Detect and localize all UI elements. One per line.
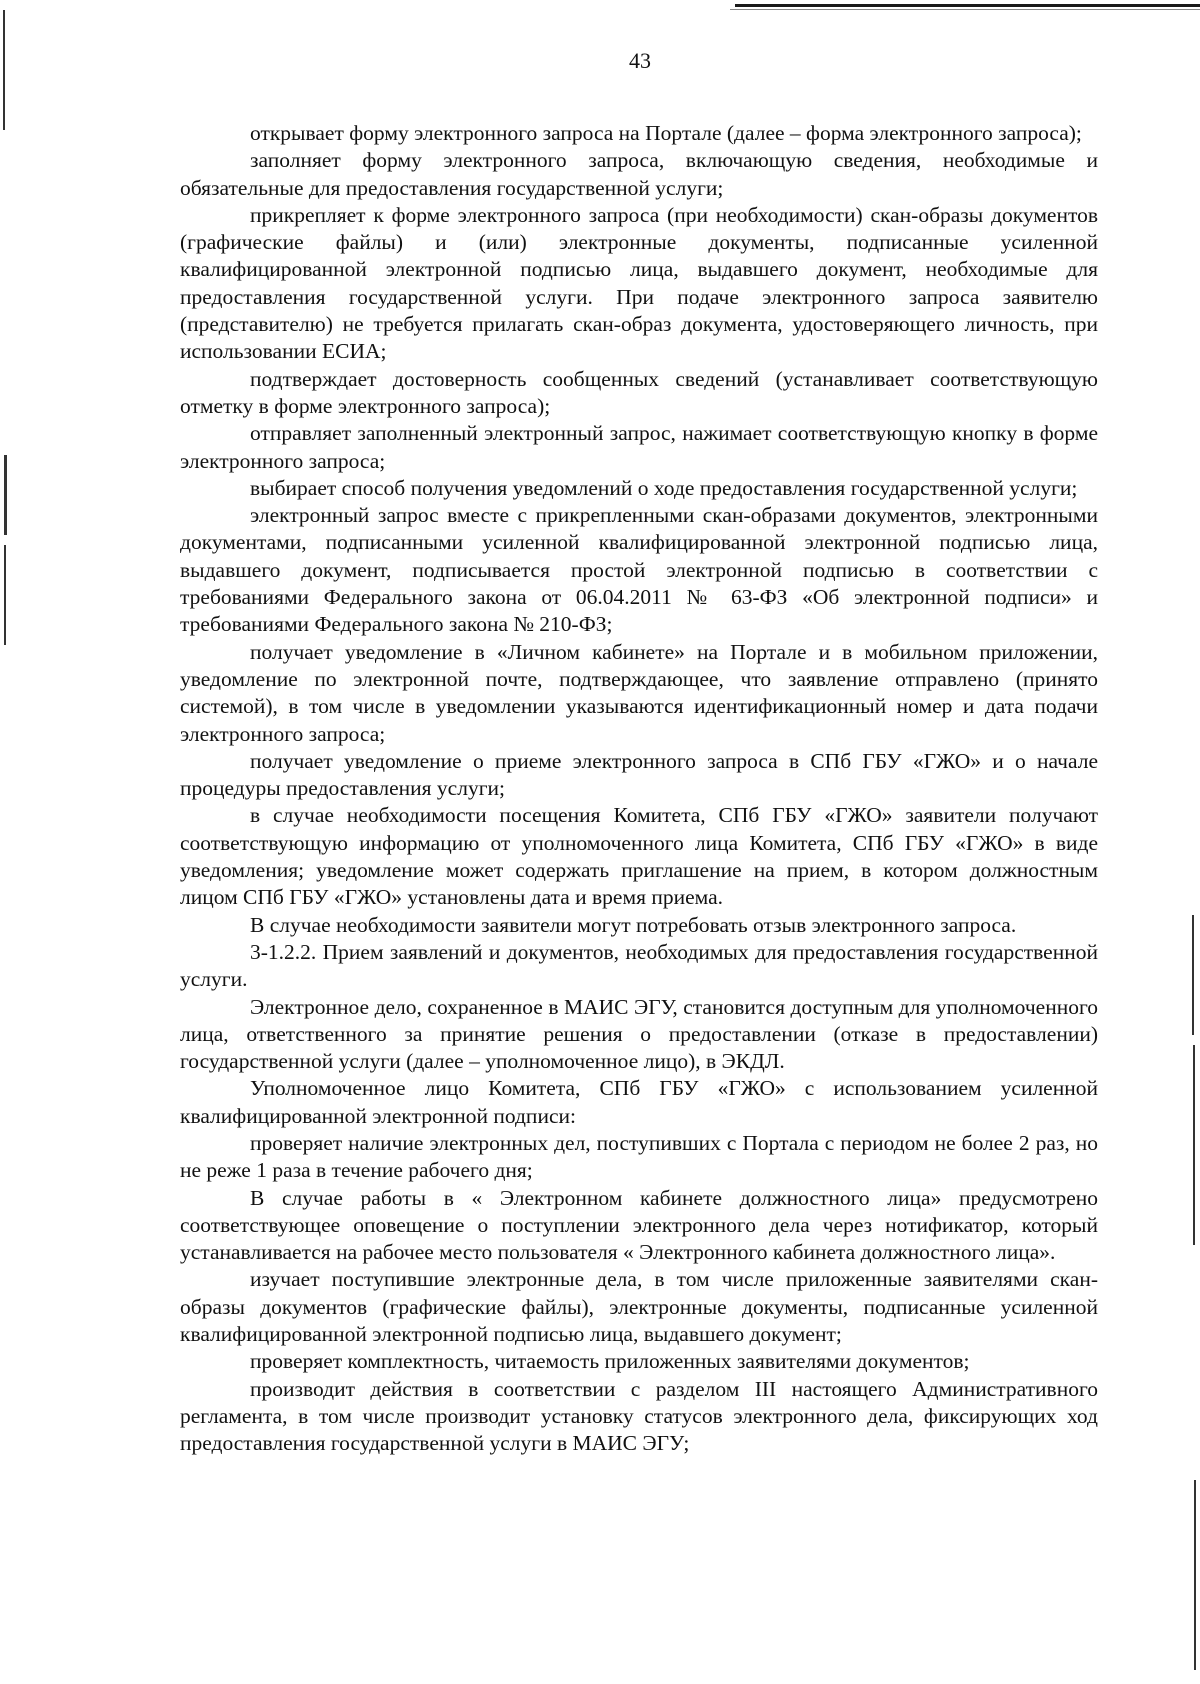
paragraph-visit-required: в случае необходимости посещения Комитета, СПб ГБУ «ГЖО» заявители получают соответствующую информацию от уполномоченного лица Комитета, СПб ГБУ «ГЖО» в виде уведомления; уведомление может содержать приглашение на прием, в котором должностным лицом СПб ГБУ «ГЖО» установлены дата и время приема. — [180, 803, 1098, 910]
paragraph-electronic-case: Электронное дело, сохраненное в МАИС ЭГУ, становится доступным для уполномоченного лица, ответственного за принятие решения о предоставлении (отказе в предоставлении) государственной услуги (далее – уполномоченное лицо), в ЭКДЛ. — [180, 994, 1098, 1074]
paragraph-perform-actions: производит действия в соответствии с разделом III настоящего Административного регламента, в том числе производит установку статусов электронного дела, фиксирующих ход предоставления государственной услуги в МАИС ЭГУ; — [180, 1376, 1098, 1456]
paragraph-check-cases: проверяет наличие электронных дел, поступивших с Портала с периодом не более 2 раз, но не реже 1 раза в течение рабочего дня; — [180, 1130, 1098, 1183]
top-rule — [735, 4, 1200, 7]
paragraph-receipt-notice: получает уведомление о приеме электронного запроса в СПб ГБУ «ГЖО» и о начале процедуры предоставления услуги; — [180, 748, 1098, 801]
paragraph-check-completeness: проверяет комплектность, читаемость приложенных заявителями документов; — [250, 1349, 970, 1374]
scan-mark-left-2 — [4, 455, 7, 535]
paragraph-receive-notification: получает уведомление в «Личном кабинете» на Портале и в мобильном приложении, уведомление по электронной почте, подтверждающее, что заявление отправлено (принято системой), в том числе в уведомлении указываются идентификационный номер и дата подачи электронного запроса; — [180, 639, 1098, 746]
paragraph-send-request: отправляет заполненный электронный запрос, нажимает соответствующую кнопку в форме электронного запроса; — [180, 421, 1098, 473]
paragraph-signature: электронный запрос вместе с прикрепленными скан-образами документов, электронными документами, подписанными усиленной квалифицированной электронной подписью лица, выдавшего документ, подписывается простой электронной подписью в соответствии с требованиями Федерального закона от 06.04.2011 № 63-ФЗ «Об электронной подписи» и требованиями Федерального закона № 210-ФЗ; — [180, 503, 1098, 637]
paragraph-open-form: открывает форму электронного запроса на Портале (далее – форма электронного запроса); — [250, 121, 1082, 145]
scan-mark-right-2 — [1193, 1045, 1195, 1245]
paragraph-study-cases: изучает поступившие электронные дела, в том числе приложенные заявителями скан-образы документов (графические файлы), электронные документы, подписанные усиленной квалифицированной электронной подписью лица, выдавшего документ; — [180, 1267, 1098, 1347]
paragraph-authorized-person: Уполномоченное лицо Комитета, СПб ГБУ «ГЖО» с использованием усиленной квалифицированной электронной подписи: — [180, 1076, 1098, 1128]
paragraph-cabinet-notification: В случае работы в « Электронном кабинете должностного лица» предусмотрено соответствующее оповещение о поступлении электронного дела через нотификатор, который устанавливается на рабочее место пользователя « Электронного кабинета должностного лица». — [180, 1185, 1098, 1265]
scan-mark-left-3 — [4, 545, 6, 645]
scan-mark-right-3 — [1194, 1480, 1196, 1670]
paragraph-confirm-accuracy: подтверждает достоверность сообщенных сведений (устанавливает соответствующую отметку в форме электронного запроса); — [180, 366, 1098, 418]
paragraph-choose-notifications: выбирает способ получения уведомлений о ходе предоставления государственной услуги; — [250, 475, 1078, 500]
page-number: 43 — [629, 48, 651, 73]
paragraph-withdraw-request: В случае необходимости заявители могут потребовать отзыв электронного запроса. — [250, 912, 1017, 937]
top-rule-thin — [730, 9, 1200, 10]
paragraph-attach-documents: прикрепляет к форме электронного запроса (при необходимости) скан-образы документов (графические файлы) и (или) электронные документы, подписанные усиленной квалифицированной электронной подписью лица, выдавшего документ, необходимые для предоставления государственной услуги. При подаче электронного запроса заявителю (представителю) не требуется прилагать скан-образ документа, удостоверяющего личность, при использовании ЕСИА; — [180, 202, 1098, 364]
paragraph-fill-form: заполняет форму электронного запроса, включающую сведения, необходимые и обязательные для предоставления государственной услуги; — [180, 148, 1098, 200]
section-heading-3-1-2-2: 3-1.2.2. Прием заявлений и документов, необходимых для предоставления государственной услуги. — [180, 939, 1098, 992]
document-body — [180, 120, 1098, 1458]
scan-mark-right-1 — [1192, 915, 1194, 1035]
